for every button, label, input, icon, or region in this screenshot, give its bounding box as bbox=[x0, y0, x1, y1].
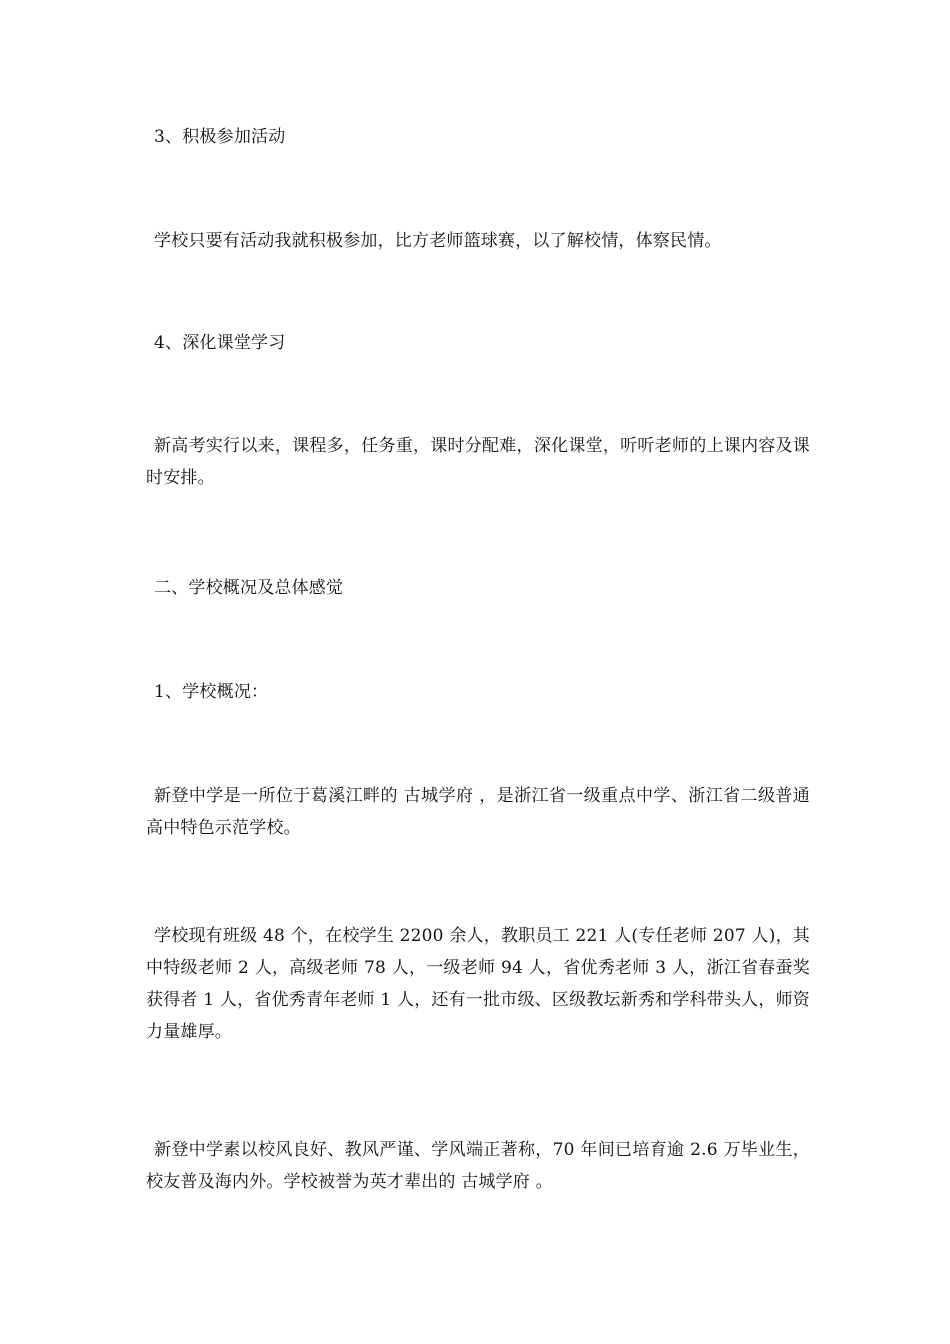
paragraph-activities: 学校只要有活动我就积极参加，比方老师篮球赛，以了解校情，体察民情。 bbox=[154, 231, 722, 251]
paragraph-school-reputation: 新登中学素以校风良好、教风严谨、学风端正著称，70 年间已培育逾 2.6 万毕业生，校友普及海内外。学校被誉为英才辈出的 古城学府 。 bbox=[146, 1140, 810, 1192]
heading-item-1: 1、学校概况： bbox=[154, 682, 269, 702]
heading-item-4: 4、深化课堂学习 bbox=[154, 333, 286, 353]
paragraph-classroom: 新高考实行以来，课程多，任务重，课时分配难，深化课堂，听听老师的上课内容及课时安排。 bbox=[146, 436, 810, 488]
section-heading-school-overview: 二、学校概况及总体感觉 bbox=[154, 578, 344, 598]
paragraph-school-intro: 新登中学是一所位于葛溪江畔的 古城学府 ，是浙江省一级重点中学、浙江省二级普通高中特色示范学校。 bbox=[146, 786, 810, 838]
heading-item-3: 3、积极参加活动 bbox=[154, 127, 286, 147]
paragraph-school-stats: 学校现有班级 48 个，在校学生 2200 余人，教职员工 221 人(专任老师 207 人)，其中特级老师 2 人，高级老师 78 人，一级老师 94 人，省优秀老师 3 人，浙江省春蚕奖 获得者 1 人，省优秀青年老师 1 人，还有一批市级、区级教坛新秀和学科带头人，师资力量雄厚。 bbox=[146, 926, 810, 1042]
